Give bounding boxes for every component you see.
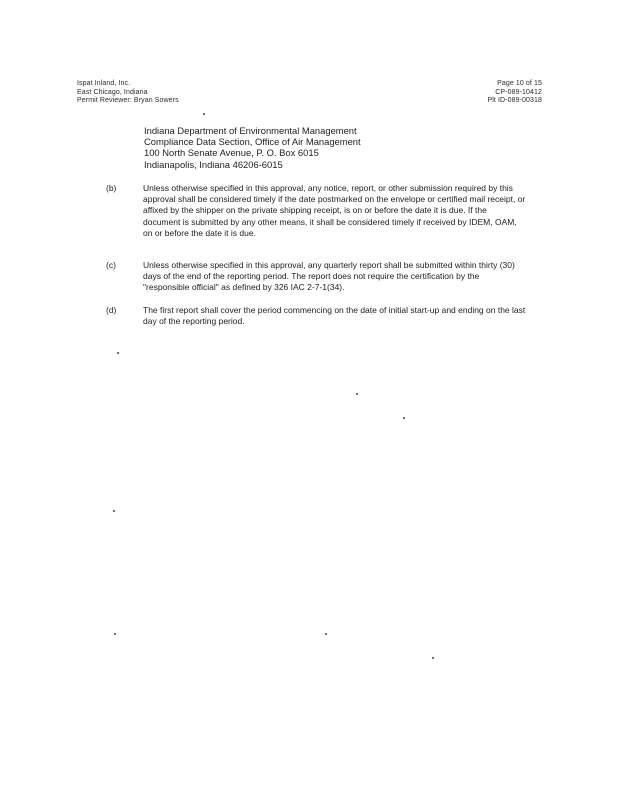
address-line: Compliance Data Section, Office of Air Management bbox=[144, 136, 361, 148]
company-name: Ispat Inland, Inc. bbox=[77, 80, 131, 87]
paragraph-c bbox=[106, 260, 526, 294]
scan-speck bbox=[203, 113, 205, 115]
paragraph-label: (c) bbox=[106, 260, 116, 270]
scan-speck bbox=[325, 633, 327, 635]
header-left bbox=[77, 80, 179, 106]
company-location: East Chicago, Indiana bbox=[77, 88, 148, 96]
paragraph-text: The first report shall cover the period commencing on the date of initial start-up and ending on the last day of the reporting period. bbox=[143, 305, 526, 327]
page-number: Page 10 of 15 bbox=[497, 80, 542, 87]
address-line: Indiana Department of Environmental Management bbox=[144, 125, 357, 136]
paragraph-text: Unless otherwise specified in this approval, any quarterly report shall be submitted within thirty (30) days of the end of the reporting period. The report does not require the certification by the "responsible official" as defined by 326 IAC 2-7-1(34). bbox=[143, 260, 515, 293]
address-line: Indianapolis, Indiana 46206-6015 bbox=[144, 158, 283, 170]
paragraph-label: (d) bbox=[106, 305, 117, 315]
mailing-address bbox=[144, 125, 361, 170]
scan-speck bbox=[113, 510, 115, 512]
paragraph-d bbox=[106, 305, 526, 327]
plant-id: Plt ID-089-00318 bbox=[487, 97, 542, 105]
address-line: 100 North Senate Avenue, P. O. Box 6015 bbox=[144, 147, 319, 159]
permit-reviewer: Permit Reviewer: Bryan Sowers bbox=[77, 97, 179, 105]
paragraph-b bbox=[106, 183, 526, 239]
scan-speck bbox=[114, 633, 116, 635]
scan-speck bbox=[403, 417, 405, 419]
scan-speck bbox=[356, 393, 358, 395]
scan-speck bbox=[117, 352, 119, 354]
permit-number: CP-089-10412 bbox=[495, 88, 542, 96]
paragraph-label: (b) bbox=[106, 183, 117, 193]
header-right bbox=[487, 80, 542, 106]
paragraph-text: Unless otherwise specified in this approval, any notice, report, or other submission required by this approval shall be considered timely if the date postmarked on the envelope or certified mail receipt, or affixed by the shipper on the private shipping receipt, is on or before the date it is due. If the document is submitted by any other means, it shall be considered timely if received by IDEM, OAM, on or before the date it is due. bbox=[143, 183, 526, 238]
scan-speck bbox=[432, 657, 434, 659]
